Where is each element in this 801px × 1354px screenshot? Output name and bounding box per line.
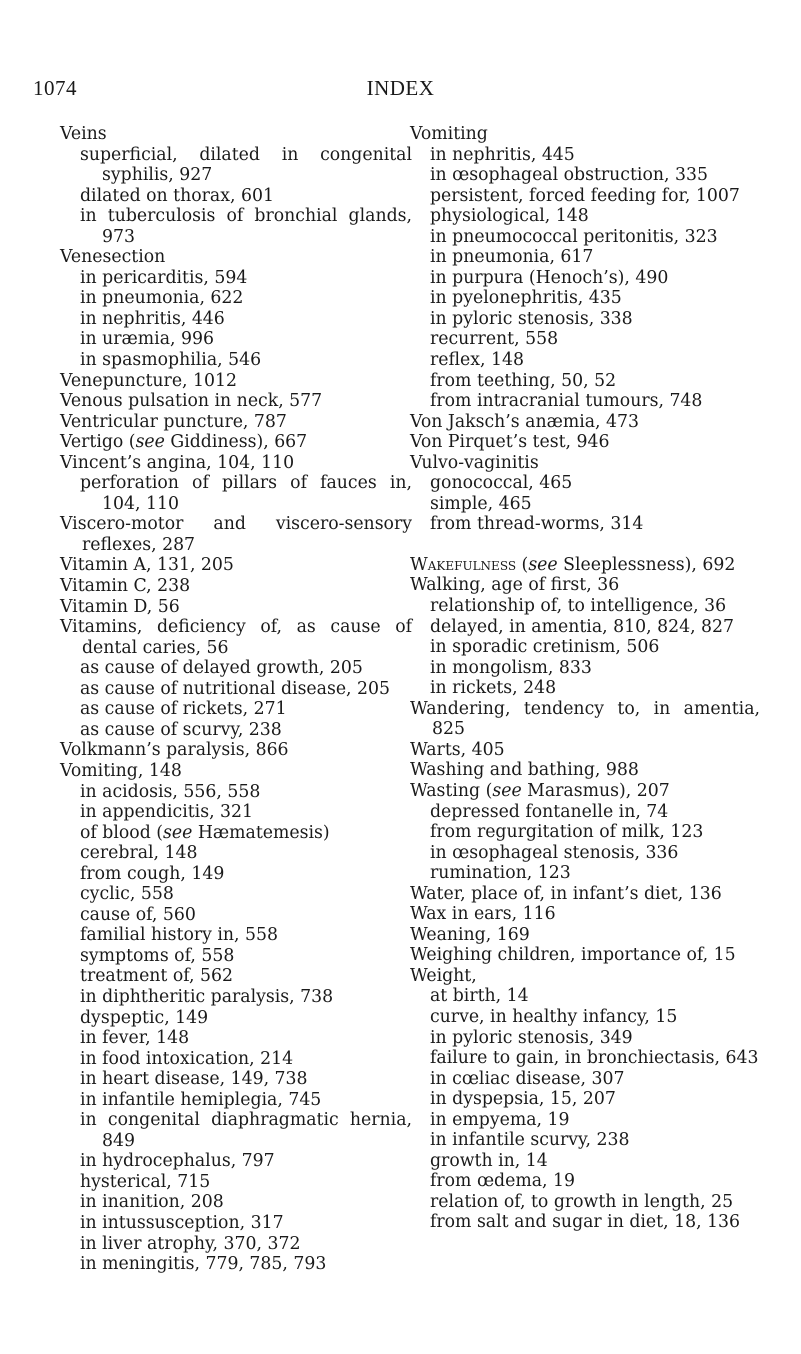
index-entry [410, 699, 760, 740]
entry-text: in tuberculosis of bronchial glands, 973 [80, 206, 412, 247]
entry-text: in appendicitis, 321 [80, 802, 254, 823]
index-entry [60, 740, 412, 761]
entry-text: as cause of rickets, 271 [80, 699, 287, 720]
index-entry [410, 802, 760, 823]
entry-text: Ventricular puncture, 787 [60, 411, 287, 432]
entry-text: dilated on thorax, 601 [80, 185, 274, 206]
index-column-right [410, 124, 760, 1233]
entry-text: Venous pulsation in neck, 577 [60, 391, 323, 412]
entry-text: from intracranial tumours, 748 [430, 391, 703, 412]
index-entry [410, 329, 760, 350]
index-entry [410, 453, 760, 474]
entry-text: from regurgitation of milk, 123 [430, 822, 704, 843]
index-entry [60, 761, 412, 782]
page-number: 1074 [33, 76, 77, 100]
entry-text: in meningitis, 779, 785, 793 [80, 1254, 327, 1275]
entry-text: Vitamins, deficiency of, as cause of dental caries, 56 [60, 617, 412, 658]
index-entry [60, 1028, 412, 1049]
entry-text: dyspeptic, 149 [80, 1007, 209, 1028]
entry-text: in mongolism, 833 [430, 657, 592, 678]
see-reference: see [492, 780, 522, 801]
entry-text: Hæmatemesis) [192, 822, 330, 843]
entry-text: in sporadic cretinism, 506 [430, 637, 660, 658]
index-entry [410, 494, 760, 515]
entry-text: delayed, in amentia, 810, 824, 827 [430, 616, 735, 637]
index-entry [410, 596, 760, 617]
index-entry [410, 843, 760, 864]
index-entry [410, 945, 760, 966]
entry-text: in uræmia, 996 [80, 329, 214, 350]
entry-text: symptoms of, 558 [80, 945, 235, 966]
index-entry [60, 1008, 412, 1029]
entry-text: Wax in ears, 116 [410, 904, 556, 925]
index-entry [60, 1213, 412, 1234]
page-title: INDEX [366, 76, 435, 100]
index-entry [410, 1212, 760, 1233]
index-entry [60, 576, 412, 597]
index-entry [60, 884, 412, 905]
index-entry [60, 473, 412, 514]
index-entry [60, 391, 412, 412]
entry-text: Weight, [410, 965, 477, 986]
entry-text: simple, 465 [430, 493, 532, 514]
index-entry [410, 350, 760, 371]
index-entry [60, 268, 412, 289]
entry-text: treatment of, 562 [80, 966, 234, 987]
entry-text: familial history in, 558 [80, 925, 279, 946]
index-entry [60, 1069, 412, 1090]
entry-text: Volkmann’s paralysis, 866 [60, 740, 289, 761]
entry-text: Venesection [60, 247, 166, 268]
index-entry [410, 863, 760, 884]
index-entry [60, 864, 412, 885]
index-entry [410, 884, 760, 905]
index-entry [410, 1007, 760, 1028]
index-entry [410, 145, 760, 166]
index-entry [410, 514, 760, 535]
index-entry [410, 925, 760, 946]
index-entry [60, 617, 412, 658]
index-entry [410, 575, 760, 596]
index-entry [60, 843, 412, 864]
index-entry [410, 760, 760, 781]
index-entry [410, 1151, 760, 1172]
index-entry [60, 802, 412, 823]
index-entry [60, 966, 412, 987]
entry-text: in acidosis, 556, 558 [80, 781, 261, 802]
entry-text: in dyspepsia, 15, 207 [430, 1089, 616, 1110]
index-entry [60, 1110, 412, 1151]
entry-text: in hydrocephalus, 797 [80, 1151, 275, 1172]
index-entry [410, 966, 760, 987]
index-entry [410, 617, 760, 638]
entry-text: Vitamin D, 56 [60, 596, 180, 617]
entry-text: as cause of scurvy, 238 [80, 719, 282, 740]
entry-text: Vitamin A, 131, 205 [60, 555, 234, 576]
index-entry [60, 782, 412, 803]
entry-text: at birth, 14 [430, 986, 529, 1007]
entry-text: failure to gain, in bronchiectasis, 643 [430, 1048, 759, 1069]
entry-text: Vincent’s angina, 104, 110 [60, 452, 295, 473]
index-entry [60, 371, 412, 392]
entry-text: Vitamin C, 238 [60, 576, 191, 597]
entry-heading: Wakefulness [410, 554, 517, 575]
entry-text: in pneumococcal peritonitis, 323 [430, 226, 718, 247]
entry-text: in nephritis, 446 [80, 308, 225, 329]
entry-text: in food intoxication, 214 [80, 1048, 294, 1069]
entry-text: in pneumonia, 622 [80, 288, 244, 309]
entry-text: in cœliac disease, 307 [430, 1068, 625, 1089]
index-entry [410, 124, 760, 145]
entry-text: Weighing children, importance of, 15 [410, 945, 736, 966]
index-entry [410, 309, 760, 330]
index-entry [60, 412, 412, 433]
entry-text: Marasmus), 207 [521, 780, 670, 801]
index-entry [60, 124, 412, 145]
entry-text: in diphtheritic paralysis, 738 [80, 986, 334, 1007]
index-entry [410, 555, 760, 576]
entry-text: in pyloric stenosis, 338 [430, 308, 633, 329]
entry-prefix: of blood ( [80, 822, 163, 843]
entry-text: from œdema, 19 [430, 1171, 575, 1192]
entry-text: in inanition, 208 [80, 1192, 224, 1213]
entry-text: perforation of pillars of fauces in, 104, 110 [80, 473, 412, 514]
index-entry [60, 946, 412, 967]
index-entry [410, 391, 760, 412]
entry-text: in intussusception, 317 [80, 1212, 284, 1233]
index-entry [410, 1171, 760, 1192]
entry-text: Vomiting, 148 [60, 760, 182, 781]
entry-text: in fever, 148 [80, 1028, 190, 1049]
entry-text: in spasmophilia, 546 [80, 350, 262, 371]
index-entry [60, 1090, 412, 1111]
entry-text: reflex, 148 [430, 350, 524, 371]
index-entry [60, 329, 412, 350]
entry-text: in pyelonephritis, 435 [430, 288, 622, 309]
index-entry [410, 247, 760, 268]
entry-text: depressed fontanelle in, 74 [430, 801, 669, 822]
index-entry [60, 1151, 412, 1172]
index-entry [60, 1049, 412, 1070]
index-entry [60, 1172, 412, 1193]
entry-text: Sleeplessness), 692 [557, 554, 736, 575]
index-column-left [60, 124, 412, 1275]
index-entry [60, 679, 412, 700]
index-entry [60, 1234, 412, 1255]
index-entry [410, 781, 760, 802]
entry-text: superficial, dilated in congenital syphilis, 927 [80, 144, 412, 186]
index-entry [60, 597, 412, 618]
index-entry [60, 823, 412, 844]
entry-text: Viscero-motor and viscero-sensory reflexes, 287 [60, 514, 412, 555]
index-entry [60, 555, 412, 576]
index-entry [60, 206, 412, 247]
index-entry [60, 1254, 412, 1275]
entry-text: rumination, 123 [430, 863, 571, 884]
entry-text: Water, place of, in infant’s diet, 136 [410, 883, 722, 904]
entry-text: growth in, 14 [430, 1150, 548, 1171]
entry-text: Wandering, tendency to, in amentia, 825 [410, 698, 760, 740]
index-entry [410, 678, 760, 699]
index-entry [60, 432, 412, 453]
entry-text: in purpura (Henoch’s), 490 [430, 267, 669, 288]
entry-text: cyclic, 558 [80, 884, 174, 905]
see-reference: see [135, 432, 165, 453]
entry-text: from cough, 149 [80, 863, 225, 884]
index-entry [60, 905, 412, 926]
entry-text: from teething, 50, 52 [430, 370, 617, 391]
entry-text: physiological, 148 [430, 206, 589, 227]
entry-text: Veins [60, 124, 107, 144]
index-entry [410, 740, 760, 761]
entry-text: in pericarditis, 594 [80, 267, 248, 288]
index-entry [410, 288, 760, 309]
index-entry [410, 637, 760, 658]
entry-text: Von Jaksch’s anæmia, 473 [410, 411, 640, 432]
index-entry [60, 658, 412, 679]
page-header [0, 76, 801, 106]
entry-text: in pyloric stenosis, 349 [430, 1027, 633, 1048]
entry-text: from thread-worms, 314 [430, 514, 644, 535]
index-entry [60, 720, 412, 741]
index-entry [410, 1069, 760, 1090]
index-entry [410, 412, 760, 433]
index-entry [410, 1028, 760, 1049]
entry-text: persistent, forced feeding for, 1007 [430, 185, 740, 206]
entry-text: Weaning, 169 [410, 924, 530, 945]
entry-text: cerebral, 148 [80, 843, 198, 864]
entry-text: in œsophageal obstruction, 335 [430, 165, 708, 186]
entry-text: cause of, 560 [80, 904, 196, 925]
entry-text: curve, in healthy infancy, 15 [430, 1006, 678, 1027]
entry-text: in congenital diaphragmatic hernia, 849 [80, 1110, 412, 1151]
index-entry [410, 165, 760, 186]
entry-text: in œsophageal stenosis, 336 [430, 842, 679, 863]
index-entry [410, 1089, 760, 1110]
entry-text: recurrent, 558 [430, 329, 559, 350]
index-entry [410, 904, 760, 925]
entry-text: Washing and bathing, 988 [410, 760, 639, 781]
index-entry [60, 699, 412, 720]
index-entry [60, 1192, 412, 1213]
entry-text: gonococcal, 465 [430, 473, 573, 494]
entry-text: Warts, 405 [410, 739, 505, 760]
index-entry [410, 1110, 760, 1131]
entry-text: in liver atrophy, 370, 372 [80, 1233, 301, 1254]
entry-text: Walking, age of first, 36 [410, 575, 620, 596]
entry-text: in nephritis, 445 [430, 144, 575, 165]
entry-text: in empyema, 19 [430, 1109, 570, 1130]
index-entry [410, 986, 760, 1007]
entry-text: in pneumonia, 617 [430, 247, 594, 268]
see-reference: see [163, 822, 193, 843]
index-entry [410, 1192, 760, 1213]
index-entry [410, 186, 760, 207]
index-entry [410, 227, 760, 248]
entry-prefix: Wasting ( [410, 780, 493, 801]
entry-text: as cause of delayed growth, 205 [80, 658, 363, 679]
entry-text: as cause of nutritional disease, 205 [80, 678, 391, 699]
index-entry [410, 371, 760, 392]
index-entry [60, 288, 412, 309]
entry-text: from salt and sugar in diet, 18, 136 [430, 1212, 741, 1233]
entry-text: relationship of, to intelligence, 36 [430, 596, 727, 617]
entry-text: in infantile scurvy, 238 [430, 1130, 630, 1151]
entry-text: Venepuncture, 1012 [60, 370, 238, 391]
entry-text: Giddiness), 667 [164, 432, 308, 453]
entry-text: Vomiting [410, 124, 488, 144]
index-entry [60, 453, 412, 474]
index-entry [60, 350, 412, 371]
index-entry [410, 432, 760, 453]
index-entry [410, 822, 760, 843]
entry-prefix: Vertigo ( [60, 432, 136, 453]
index-entry [410, 658, 760, 679]
index-entry [60, 514, 412, 555]
entry-text: hysterical, 715 [80, 1171, 211, 1192]
index-entry [60, 186, 412, 207]
entry-prefix: ( [516, 554, 529, 575]
entry-text: in rickets, 248 [430, 678, 557, 699]
index-entry [60, 925, 412, 946]
index-entry [410, 268, 760, 289]
index-entry [410, 206, 760, 227]
index-entry [60, 987, 412, 1008]
entry-text: in heart disease, 149, 738 [80, 1069, 308, 1090]
index-entry [60, 247, 412, 268]
index-entry [410, 1048, 760, 1069]
entry-text: in infantile hemiplegia, 745 [80, 1089, 322, 1110]
entry-text: Vulvo-vaginitis [410, 452, 539, 473]
index-entry [410, 1130, 760, 1151]
index-entry [60, 309, 412, 330]
see-reference: see [528, 554, 558, 575]
index-entry [60, 145, 412, 186]
index-entry [410, 473, 760, 494]
entry-text: Von Pirquet’s test, 946 [410, 432, 610, 453]
entry-text: relation of, to growth in length, 25 [430, 1191, 734, 1212]
